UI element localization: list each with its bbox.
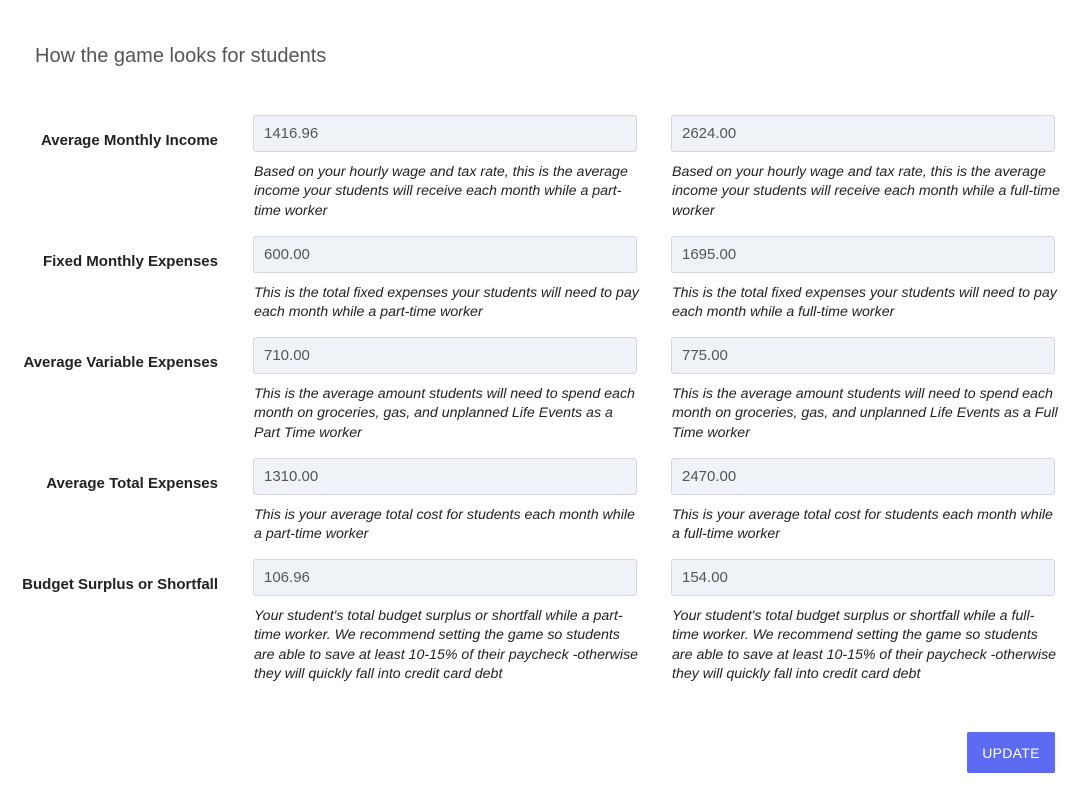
budget-surplus-or-shortfall-full-time-field[interactable] — [671, 559, 1055, 596]
average-total-expenses-part-time-help: This is your average total cost for students each month while a part-time worker — [254, 507, 635, 543]
budget-surplus-or-shortfall-part-time-help: Your student's total budget surplus or shortfall while a part-time worker. We recommend setting the game so students are able to save at least 10-15% of their paycheck -otherwise they will quickly fall into credit card debt — [254, 608, 639, 682]
budget-surplus-or-shortfall-full-time-help: Your student's total budget surplus or shortfall while a full-time worker. We recommend setting the game so students are able to save at least 10-15% of their paycheck -otherwise they will quickly fall into credit card debt — [672, 608, 1057, 682]
average-total-expenses-full-time-help: This is your average total cost for students each month while a full-time worker — [672, 507, 1053, 543]
fixed-monthly-expenses-label: Fixed Monthly Expenses — [42, 253, 218, 270]
average-variable-expenses-label: Average Variable Expenses — [23, 354, 218, 371]
average-monthly-income-part-time-field[interactable] — [253, 115, 637, 152]
average-variable-expenses-full-time-field[interactable] — [671, 337, 1055, 374]
update-button[interactable]: UPDATE — [967, 732, 1055, 773]
average-monthly-income-part-time-help: Based on your hourly wage and tax rate, this is the average income your students will receive each month while a part-time worker — [254, 164, 628, 219]
average-total-expenses-label: Average Total Expenses — [46, 475, 218, 492]
budget-surplus-or-shortfall-label: Budget Surplus or Shortfall — [22, 576, 218, 593]
fixed-monthly-expenses-full-time-field[interactable] — [671, 236, 1055, 273]
fixed-monthly-expenses-part-time-help: This is the total fixed expenses your students will need to pay each month while a part-time worker — [254, 285, 639, 321]
average-variable-expenses-full-time-help: This is the average amount students will need to spend each month on groceries, gas, and unplanned Life Events as a Full Time worker — [672, 386, 1058, 441]
fixed-monthly-expenses-part-time-field[interactable] — [253, 236, 637, 273]
average-total-expenses-full-time-field[interactable] — [671, 458, 1055, 495]
average-total-expenses-part-time-field[interactable] — [253, 458, 637, 495]
budget-surplus-or-shortfall-part-time-field[interactable] — [253, 559, 637, 596]
average-monthly-income-label: Average Monthly Income — [41, 132, 218, 149]
average-variable-expenses-part-time-field[interactable] — [253, 337, 637, 374]
average-variable-expenses-part-time-help: This is the average amount students will need to spend each month on groceries, gas, and unplanned Life Events as a Part Time worker — [254, 386, 635, 441]
average-monthly-income-full-time-field[interactable] — [671, 115, 1055, 152]
page-title: How the game looks for students — [35, 45, 327, 67]
fixed-monthly-expenses-full-time-help: This is the total fixed expenses your students will need to pay each month while a full-time worker — [672, 285, 1057, 321]
average-monthly-income-full-time-help: Based on your hourly wage and tax rate, this is the average income your students will receive each month while a full-time worker — [672, 164, 1060, 219]
